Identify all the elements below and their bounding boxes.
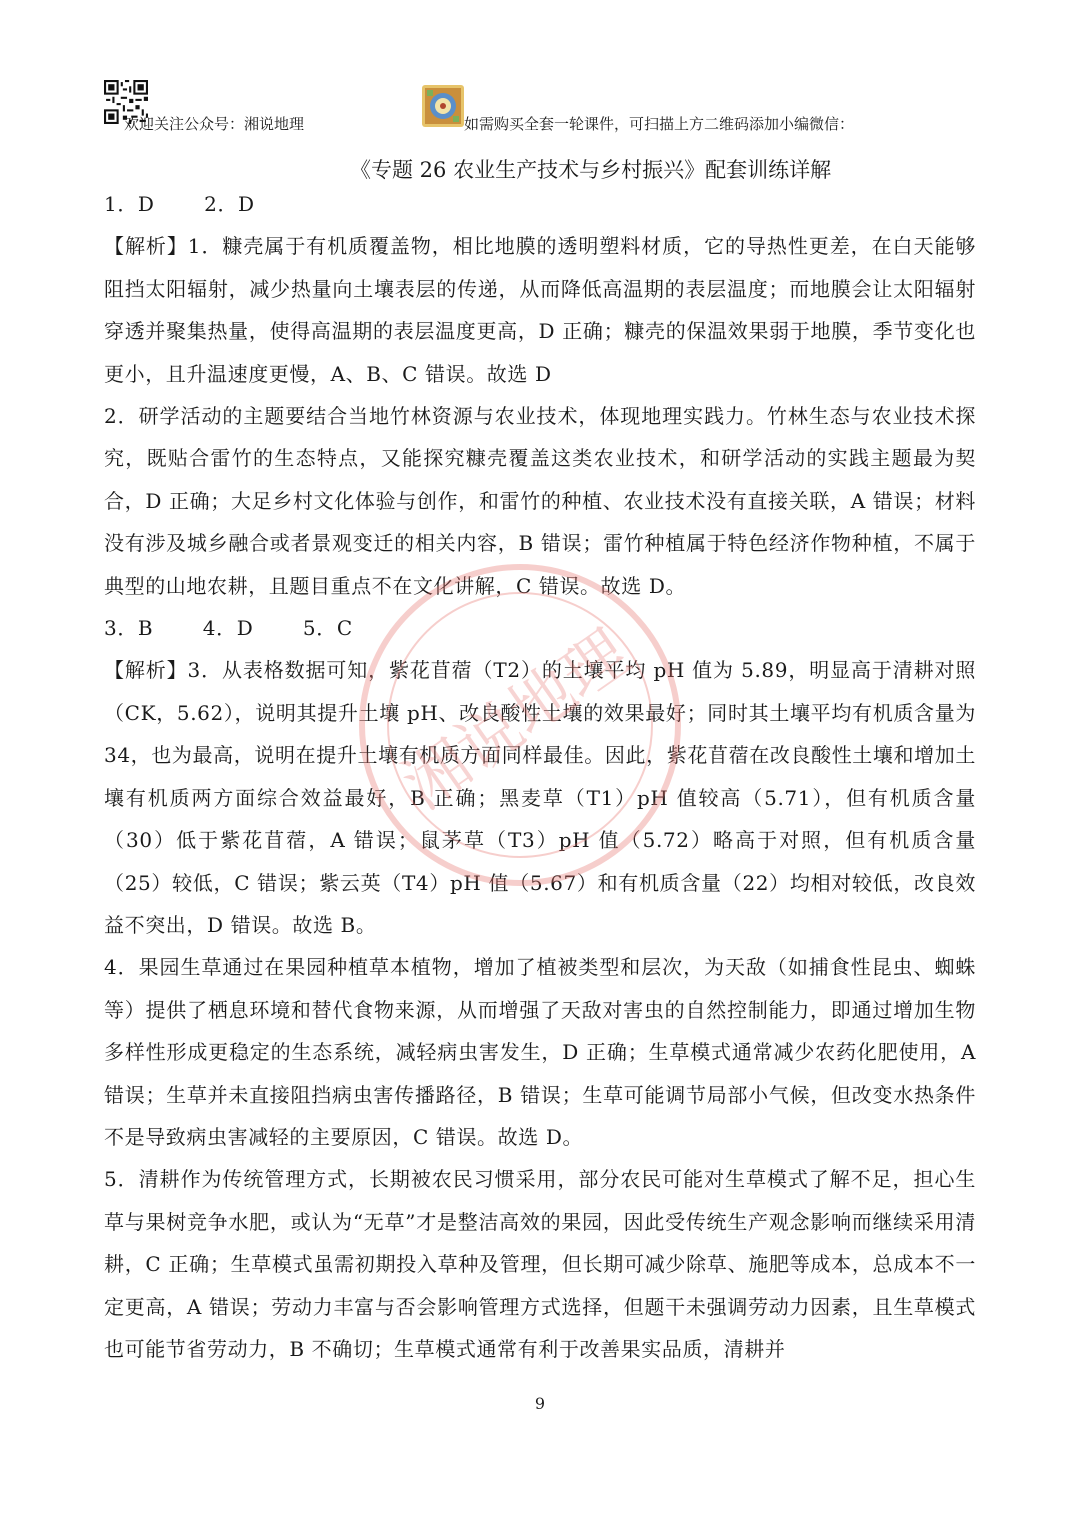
answer-explanations	[104, 183, 976, 1370]
explanation-2: 2．研学活动的主题要结合当地竹林资源与农业技术，体现地理实践力。竹林生态与农业技术探究，既贴合雷竹的生态特点，又能探究糠壳覆盖这类农业技术，和研学活动的实践主题最为契合，D 正确；大足乡村文化体验与创作，和雷竹的种植、农业技术没有直接关联，A 错误；材料没有涉及城乡融合或者景观变迁的相关内容，B 错误；雷竹种植属于特色经济作物种植，不属于典型的山地农耕，且题目重点不在文化讲解，C 错误。故选 D。	[104, 404, 976, 598]
page-header	[104, 80, 984, 136]
wechat-image-icon	[422, 85, 464, 127]
answers-3-5: 3．B 4．D 5．C	[104, 616, 353, 641]
page-number: 9	[534, 1394, 546, 1413]
document-title: 《专题 26 农业生产技术与乡村振兴》配套训练详解	[350, 158, 832, 182]
explanation-4: 4．果园生草通过在果园种植草本植物，增加了植被类型和层次，为天敌（如捕食性昆虫、蜘蛛等）提供了栖息环境和替代食物来源，从而增强了天敌对害虫的自然控制能力，即通过增加生物多样性形成更稳定的生态系统，减轻病虫害发生，D 正确；生草模式通常减少农药化肥使用，A 错误；生草并未直接阻挡病虫害传播路径，B 错误；生草可能调节局部小气候，但改变水热条件不是导致病虫害减轻的主要原因，C 错误。故选 D。	[104, 955, 976, 1149]
explanation-3: 【解析】3．从表格数据可知，紫花苜蓿（T2）的土壤平均 pH 值为 5.89，明显高于清耕对照（CK，5.62），说明其提升土壤 pH、改良酸性土壤的效果最好；同时其土壤平均有机质含量为 34，也为最高，说明在提升土壤有机质方面同样最佳。因此，紫花苜蓿在改良酸性土壤和增加土壤有机质两方面综合效益最好，B 正确；黑麦草（T1）pH 值较高（5.71），但有机质含量（30）低于紫花苜蓿，A 错误；鼠茅草（T3）pH 值（5.72）略高于对照，但有机质含量（25）较低，C 错误；紫云英（T4）pH 值（5.67）和有机质含量（22）均相对较低，改良效益不突出，D 错误。故选 B。	[104, 658, 976, 937]
answers-1-2: 1．D 2．D	[104, 192, 255, 216]
explanation-5: 5．清耕作为传统管理方式，长期被农民习惯采用，部分农民可能对生草模式了解不足，担心生草与果树竞争水肥，或认为“无草”才是整洁高效的果园，因此受传统生产观念影响而继续采用清耕，C 正确；生草模式虽需初期投入草种及管理，但长期可减少除草、施肥等成本，总成本不一定更高，A 错误；劳动力丰富与否会影响管理方式选择，但题干未强调劳动力因素，且生草模式也可能节省劳动力，B 不确切；生草模式通常有利于改善果实品质，清耕并	[104, 1167, 976, 1361]
purchase-info-text: 如需购买全套一轮课件，可扫描上方二维码添加小编微信：	[464, 115, 855, 133]
svg-text:湘说地理: 湘说地理	[390, 616, 643, 824]
explanation-1: 【解析】1．糠壳属于有机质覆盖物，相比地膜的透明塑料材质，它的导热性更差，在白天能够阻挡太阳辐射，减少热量向土壤表层的传递，从而降低高温期的表层温度；而地膜会让太阳辐射穿透并聚集热量，使得高温期的表层温度更高，D 正确；糠壳的保温效果弱于地膜，季节变化也更小，且升温速度更慢，A、B、C 错误。故选 D	[104, 234, 976, 386]
follow-account-text: 欢迎关注公众号：湘说地理	[124, 115, 305, 133]
